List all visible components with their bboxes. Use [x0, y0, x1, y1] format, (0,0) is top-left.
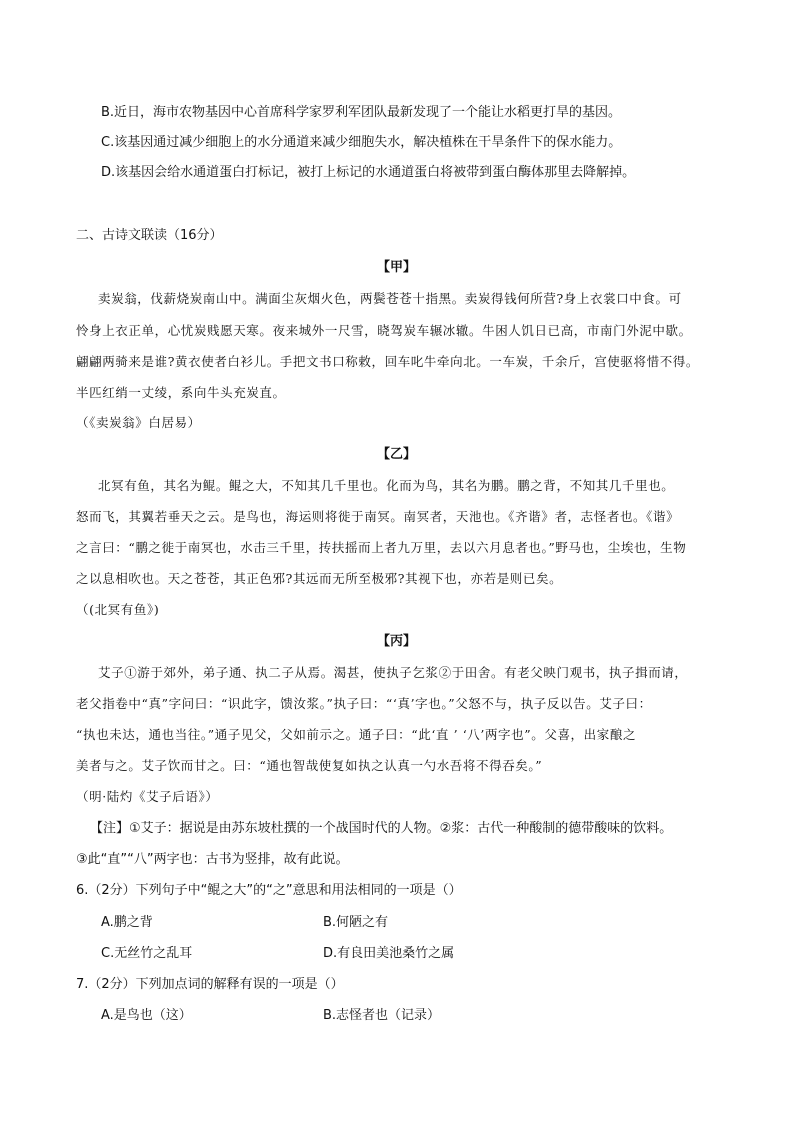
yi-line: 之言曰：“鹏之徙于南冥也，水击三千里，抟扶摇而上者九万里，去以六月息者也。”野马也，尘埃也，生物 [76, 540, 687, 555]
bing-line: “执也未达，通也当往。”通子见父，父如前示之。通子曰：“此‘直 ’ ‘八’两字也”。父喜，出家酿之 [76, 727, 637, 742]
jia-source: （《卖炭翁》白居易） [76, 415, 201, 430]
q5-option-b: B.近日，海市农物基因中心首席科学家罗利军团队最新发现了一个能让水稻更打旱的基因。 [101, 105, 622, 120]
yi-line: 北冥有鱼，其名为鲲。鲲之大，不知其几千里也。化而为鸟，其名为鹏。鹏之背，不知其几千里也。 [98, 478, 675, 493]
q7-option-b: B.志怪者也（记录） [323, 1008, 441, 1023]
q5-option-d: D.该基因会给水通道蛋白打标记，被打上标记的水通道蛋白将被带到蛋白酶体那里去降解掉。 [101, 165, 636, 180]
section-title: 二、古诗文联读（16分） [76, 228, 223, 243]
q6-option-d: D.有良田美池桑竹之属 [323, 946, 455, 961]
q6-option-a: A.鹏之背 [101, 915, 153, 930]
note-line: 【注】①艾子：据说是由苏东坡杜撰的一个战国时代的人物。②浆：古代一种酸制的德带酸味的饮料。 [90, 821, 673, 836]
jia-line: 怜身上衣正单，心忧炭贱愿天寒。夜来城外一尺雪，晓驾炭车辗冰辙。牛困人饥日已高，市南门外泥中歇。 [76, 323, 692, 338]
bing-line: 美者与之。艾子饮而甘之。曰：“通也智哉使复如执之认真一勺水吾将不得吞矣。” [76, 758, 543, 773]
q6-stem: 6.（2分）下列句子中“鲲之大”的“之”意思和用法相同的一项是（） [76, 883, 462, 898]
bing-heading: 【丙】 [376, 634, 416, 649]
q7-stem: 7.（2分）下列加点词的解释有误的一项是（） [76, 977, 344, 992]
jia-line: 半匹红绡一丈绫，系向牛头充炭直。 [76, 385, 286, 400]
jia-line: 卖炭翁，伐薪烧炭南山中。满面尘灰烟火色，两鬓苍苍十指黑。卖炭得钱何所营?身上衣裳口中食。可 [98, 291, 682, 306]
q6-option-c: C.无丝竹之乱耳 [101, 946, 193, 961]
q6-option-b: B.何陋之有 [323, 915, 389, 930]
yi-line: 怒而飞，其翼若垂天之云。是鸟也，海运则将徙于南冥。南冥者，天池也。《齐谐》者，志怪者也。《谐》 [76, 509, 680, 524]
q7-option-a: A.是鸟也（这） [101, 1008, 192, 1023]
note-line: ③此“直”“八”两字也：古书为竖排，故有此说。 [76, 852, 349, 867]
bing-line: 艾子①游于郊外，弟子通、执二子从焉。渴甚，使执子乞浆②于田舍。有老父映门观书，执子揖而请， [98, 665, 688, 680]
yi-source: （(北冥有鱼》) [76, 602, 160, 617]
jia-heading: 【甲】 [376, 260, 416, 275]
yi-heading: 【乙】 [376, 447, 416, 462]
bing-source: （明·陆灼《艾子后语》） [76, 789, 219, 804]
jia-line: 翩翩两骑来是谁?黄衣使者白衫儿。手把文书口称敕，回车叱牛牵向北。一车炭，千余斤，宫使驱将惜不得。 [76, 354, 700, 369]
q5-option-c: C.该基因通过减少细胞上的水分通道来减少细胞失水，解决植株在干旱条件下的保水能力。 [101, 135, 622, 150]
bing-line: 老父指卷中“真”字问曰：“识此字，馈汝浆。”执子曰：“‘真’字也。”父怒不与，执子反以告。艾子曰： [76, 696, 652, 711]
yi-line: 之以息相吹也。天之苍苍，其正色邪?其远而无所至极邪?其视下也，亦若是则已矣。 [76, 571, 563, 586]
